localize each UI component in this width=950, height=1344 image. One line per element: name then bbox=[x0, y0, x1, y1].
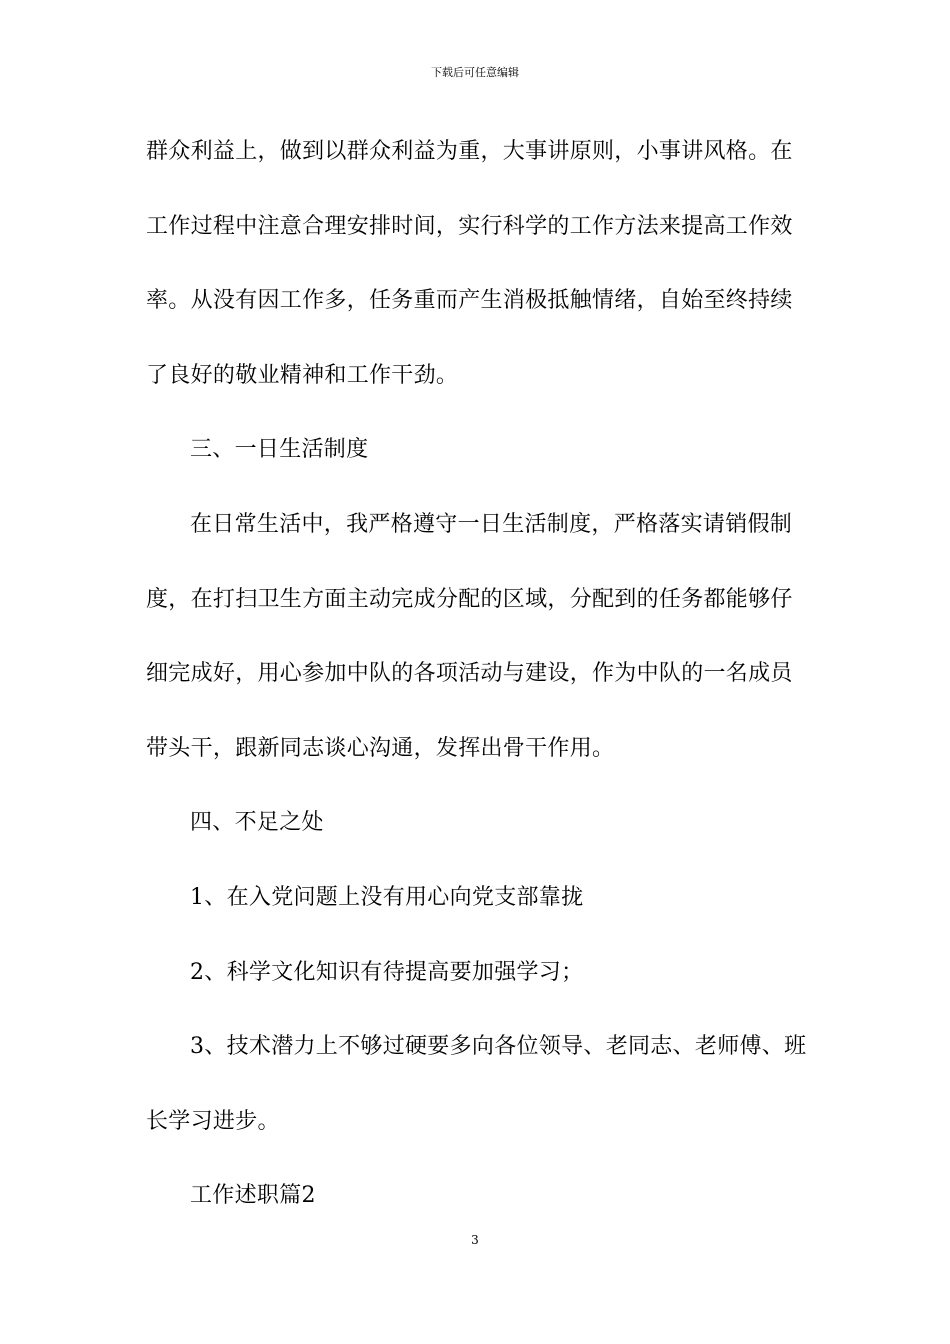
page-header: 下载后可任意编辑 bbox=[431, 66, 519, 79]
list-item: 1、在入党问题上没有用心向党支部靠拢 bbox=[190, 884, 584, 910]
document-body bbox=[146, 128, 810, 1247]
list-item: 3、技术潜力上不够过硬要多向各位领导、老同志、老师傅、班 bbox=[190, 1034, 807, 1060]
section-heading: 三、一日生活制度 bbox=[190, 437, 369, 463]
paragraph-line: 群众利益上，做到以群众利益为重，大事讲原则，小事讲风格。在 bbox=[146, 139, 793, 164]
paragraph-line: 度，在打扫卫生方面主动完成分配的区域，分配到的任务都能够仔 bbox=[146, 586, 793, 612]
list-item-continuation: 长学习进步。 bbox=[146, 1108, 280, 1134]
page-number: 3 bbox=[471, 1233, 479, 1247]
paragraph-line: 率。从没有因工作多，任务重而产生消极抵触情绪，自始至终持续 bbox=[146, 288, 793, 314]
paragraph-line: 细完成好，用心参加中队的各项活动与建设，作为中队的一名成员 bbox=[146, 661, 793, 687]
list-item: 2、科学文化知识有待提高要加强学习； bbox=[190, 959, 584, 985]
section-title: 工作述职篇2 bbox=[190, 1183, 316, 1209]
section-heading: 四、不足之处 bbox=[190, 810, 324, 836]
paragraph-line: 在日常生活中，我严格遵守一日生活制度，严格落实请销假制 bbox=[190, 511, 793, 537]
paragraph-line: 带头干，跟新同志谈心沟通，发挥出骨干作用。 bbox=[146, 735, 615, 761]
paragraph-line: 了良好的敬业精神和工作干劲。 bbox=[146, 362, 459, 388]
paragraph-line: 工作过程中注意合理安排时间，实行科学的工作方法来提高工作效 bbox=[146, 213, 793, 239]
